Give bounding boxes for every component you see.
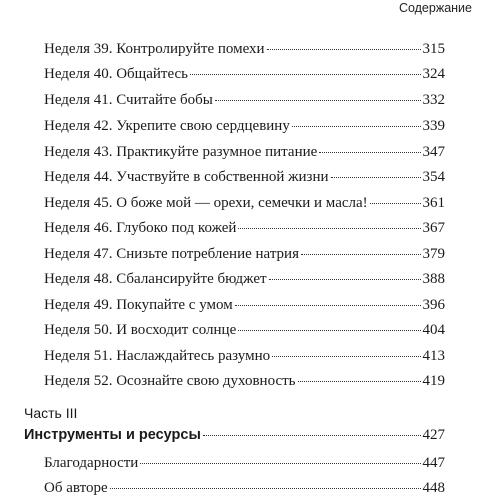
toc-entry-week-45: [44, 195, 445, 217]
toc-entry-page: 447: [422, 455, 445, 471]
toc-entry-week-51: [44, 348, 445, 370]
toc-entry-page: 354: [422, 169, 445, 185]
dot-leader: [292, 126, 421, 127]
toc-entry-page: 388: [422, 271, 445, 287]
part-title-page: 427: [422, 427, 445, 443]
dot-leader: [319, 152, 420, 153]
running-head: Содержание: [398, 1, 472, 15]
dot-leader: [238, 228, 420, 229]
dot-leader: [235, 305, 421, 306]
toc-entry-page: 315: [422, 41, 445, 57]
toc-entry-page: 448: [422, 480, 445, 496]
toc-entry-title: Неделя 46. Глубоко под кожей: [44, 220, 237, 236]
dot-leader: [301, 254, 421, 255]
toc-entry-title: Неделя 44. Участвуйте в собственной жизни: [44, 169, 329, 185]
toc-entry-title: Об авторе: [44, 480, 108, 496]
toc-entry-page: 419: [422, 373, 445, 389]
toc-entry-week-50: [44, 322, 445, 344]
toc-entry-title: Неделя 41. Считайте бобы: [44, 92, 213, 108]
toc-entry-title: Неделя 51. Наслаждайтесь разумно: [44, 348, 271, 364]
dot-leader: [269, 279, 421, 280]
toc-entry-page: 332: [422, 92, 445, 108]
dot-leader: [215, 100, 421, 101]
toc-entry-page: 324: [422, 66, 445, 82]
toc-entry-title: Неделя 50. И восходит солнце: [44, 322, 237, 338]
dot-leader: [238, 330, 420, 331]
toc-entry-about-author: [44, 480, 445, 500]
toc-entry-week-43: [44, 144, 445, 166]
toc-entry-week-40: [44, 66, 445, 88]
dot-leader: [203, 435, 421, 436]
toc-entry-page: 361: [422, 195, 445, 211]
dot-leader: [298, 381, 421, 382]
toc-entry-title: Неделя 47. Снизьте потребление натрия: [44, 246, 299, 262]
toc-entry-week-48: [44, 271, 445, 293]
dot-leader: [267, 49, 421, 50]
toc-entry-page: 339: [422, 118, 445, 134]
toc-entry-week-39: [44, 41, 445, 63]
toc-entry-week-42: [44, 118, 445, 140]
toc-entry-page: 396: [422, 297, 445, 313]
toc-entry-page: 379: [422, 246, 445, 262]
toc-entry-page: 367: [422, 220, 445, 236]
dot-leader: [140, 463, 420, 464]
toc-entry-title: Неделя 49. Покупайте с умом: [44, 297, 233, 313]
toc-entry-title: Благодарности: [44, 455, 139, 471]
toc-entry-week-44: [44, 169, 445, 191]
toc-entry-title: Неделя 40. Общайтесь: [44, 66, 189, 82]
toc-entry-week-47: [44, 246, 445, 268]
toc-entry-title: Неделя 43. Практикуйте разумное питание: [44, 144, 318, 160]
toc-entry-page: 413: [422, 348, 445, 364]
dot-leader: [370, 203, 421, 204]
toc-entry-title: Неделя 45. О боже мой — орехи, семечки и масла!: [44, 195, 368, 211]
toc-entry-week-52: [44, 373, 445, 395]
toc-entry-week-49: [44, 297, 445, 319]
toc-entry-title: Неделя 42. Укрепите свою сердцевину: [44, 118, 290, 134]
toc-entry-week-41: [44, 92, 445, 114]
toc-entry-title: Неделя 48. Сбалансируйте бюджет: [44, 271, 267, 287]
toc-entry-title: Неделя 52. Осознайте свою духовность: [44, 373, 296, 389]
dot-leader: [272, 356, 420, 357]
part-title-entry: [24, 427, 445, 449]
dot-leader: [190, 74, 420, 75]
part-title: Инструменты и ресурсы: [24, 427, 201, 443]
toc-entry-page: 347: [422, 144, 445, 160]
dot-leader: [110, 488, 421, 489]
dot-leader: [331, 177, 421, 178]
toc-entry-title: Неделя 39. Контролируйте помехи: [44, 41, 265, 57]
toc-entry-acknowledgements: [44, 455, 445, 477]
part-label: Часть III: [24, 405, 78, 421]
toc-entry-page: 404: [422, 322, 445, 338]
toc-entry-week-46: [44, 220, 445, 242]
